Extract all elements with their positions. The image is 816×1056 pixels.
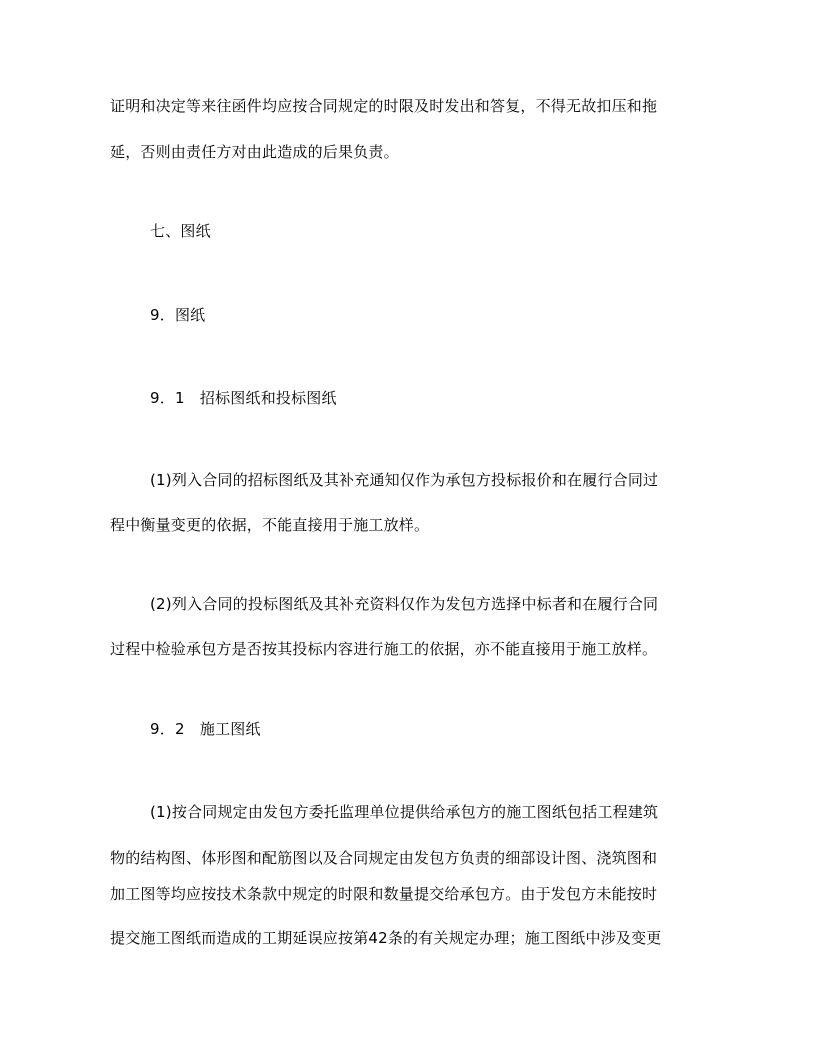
clause-heading: 9．图纸 xyxy=(150,306,206,324)
paragraph-line: (1)按合同规定由发包方委托监理单位提供给承包方的施工图纸包括工程建筑 xyxy=(150,803,659,821)
paragraph-line: 加工图等均应按技术条款中规定的时限和数量提交给承包方。由于发包方未能按时 xyxy=(110,885,658,903)
paragraph-line: 物的结构图、体形图和配筋图以及合同规定由发包方负责的细部设计图、浇筑图和 xyxy=(110,849,658,867)
paragraph-line: 提交施工图纸而造成的工期延误应按第42条的有关规定办理；施工图纸中涉及变更 xyxy=(110,929,662,947)
subclause-heading: 9．2 施工图纸 xyxy=(150,720,261,738)
paragraph-line: 程中衡量变更的依据，不能直接用于施工放样。 xyxy=(110,516,430,534)
paragraph-line: 证明和决定等来往函件均应按合同规定的时限及时发出和答复，不得无故扣压和拖 xyxy=(110,97,658,115)
paragraph-line: 延，否则由责任方对由此造成的后果负责。 xyxy=(110,143,399,161)
paragraph-line: (1)列入合同的招标图纸及其补充通知仅作为承包方投标报价和在履行合同过 xyxy=(150,471,659,489)
paragraph-line: 过程中检验承包方是否按其投标内容进行施工的依据，亦不能直接用于施工放样。 xyxy=(110,640,658,658)
paragraph-line: (2)列入合同的投标图纸及其补充资料仅作为发包方选择中标者和在履行合同 xyxy=(150,595,659,613)
subclause-heading: 9．1 招标图纸和投标图纸 xyxy=(150,389,337,407)
section-heading: 七、图纸 xyxy=(150,222,211,240)
